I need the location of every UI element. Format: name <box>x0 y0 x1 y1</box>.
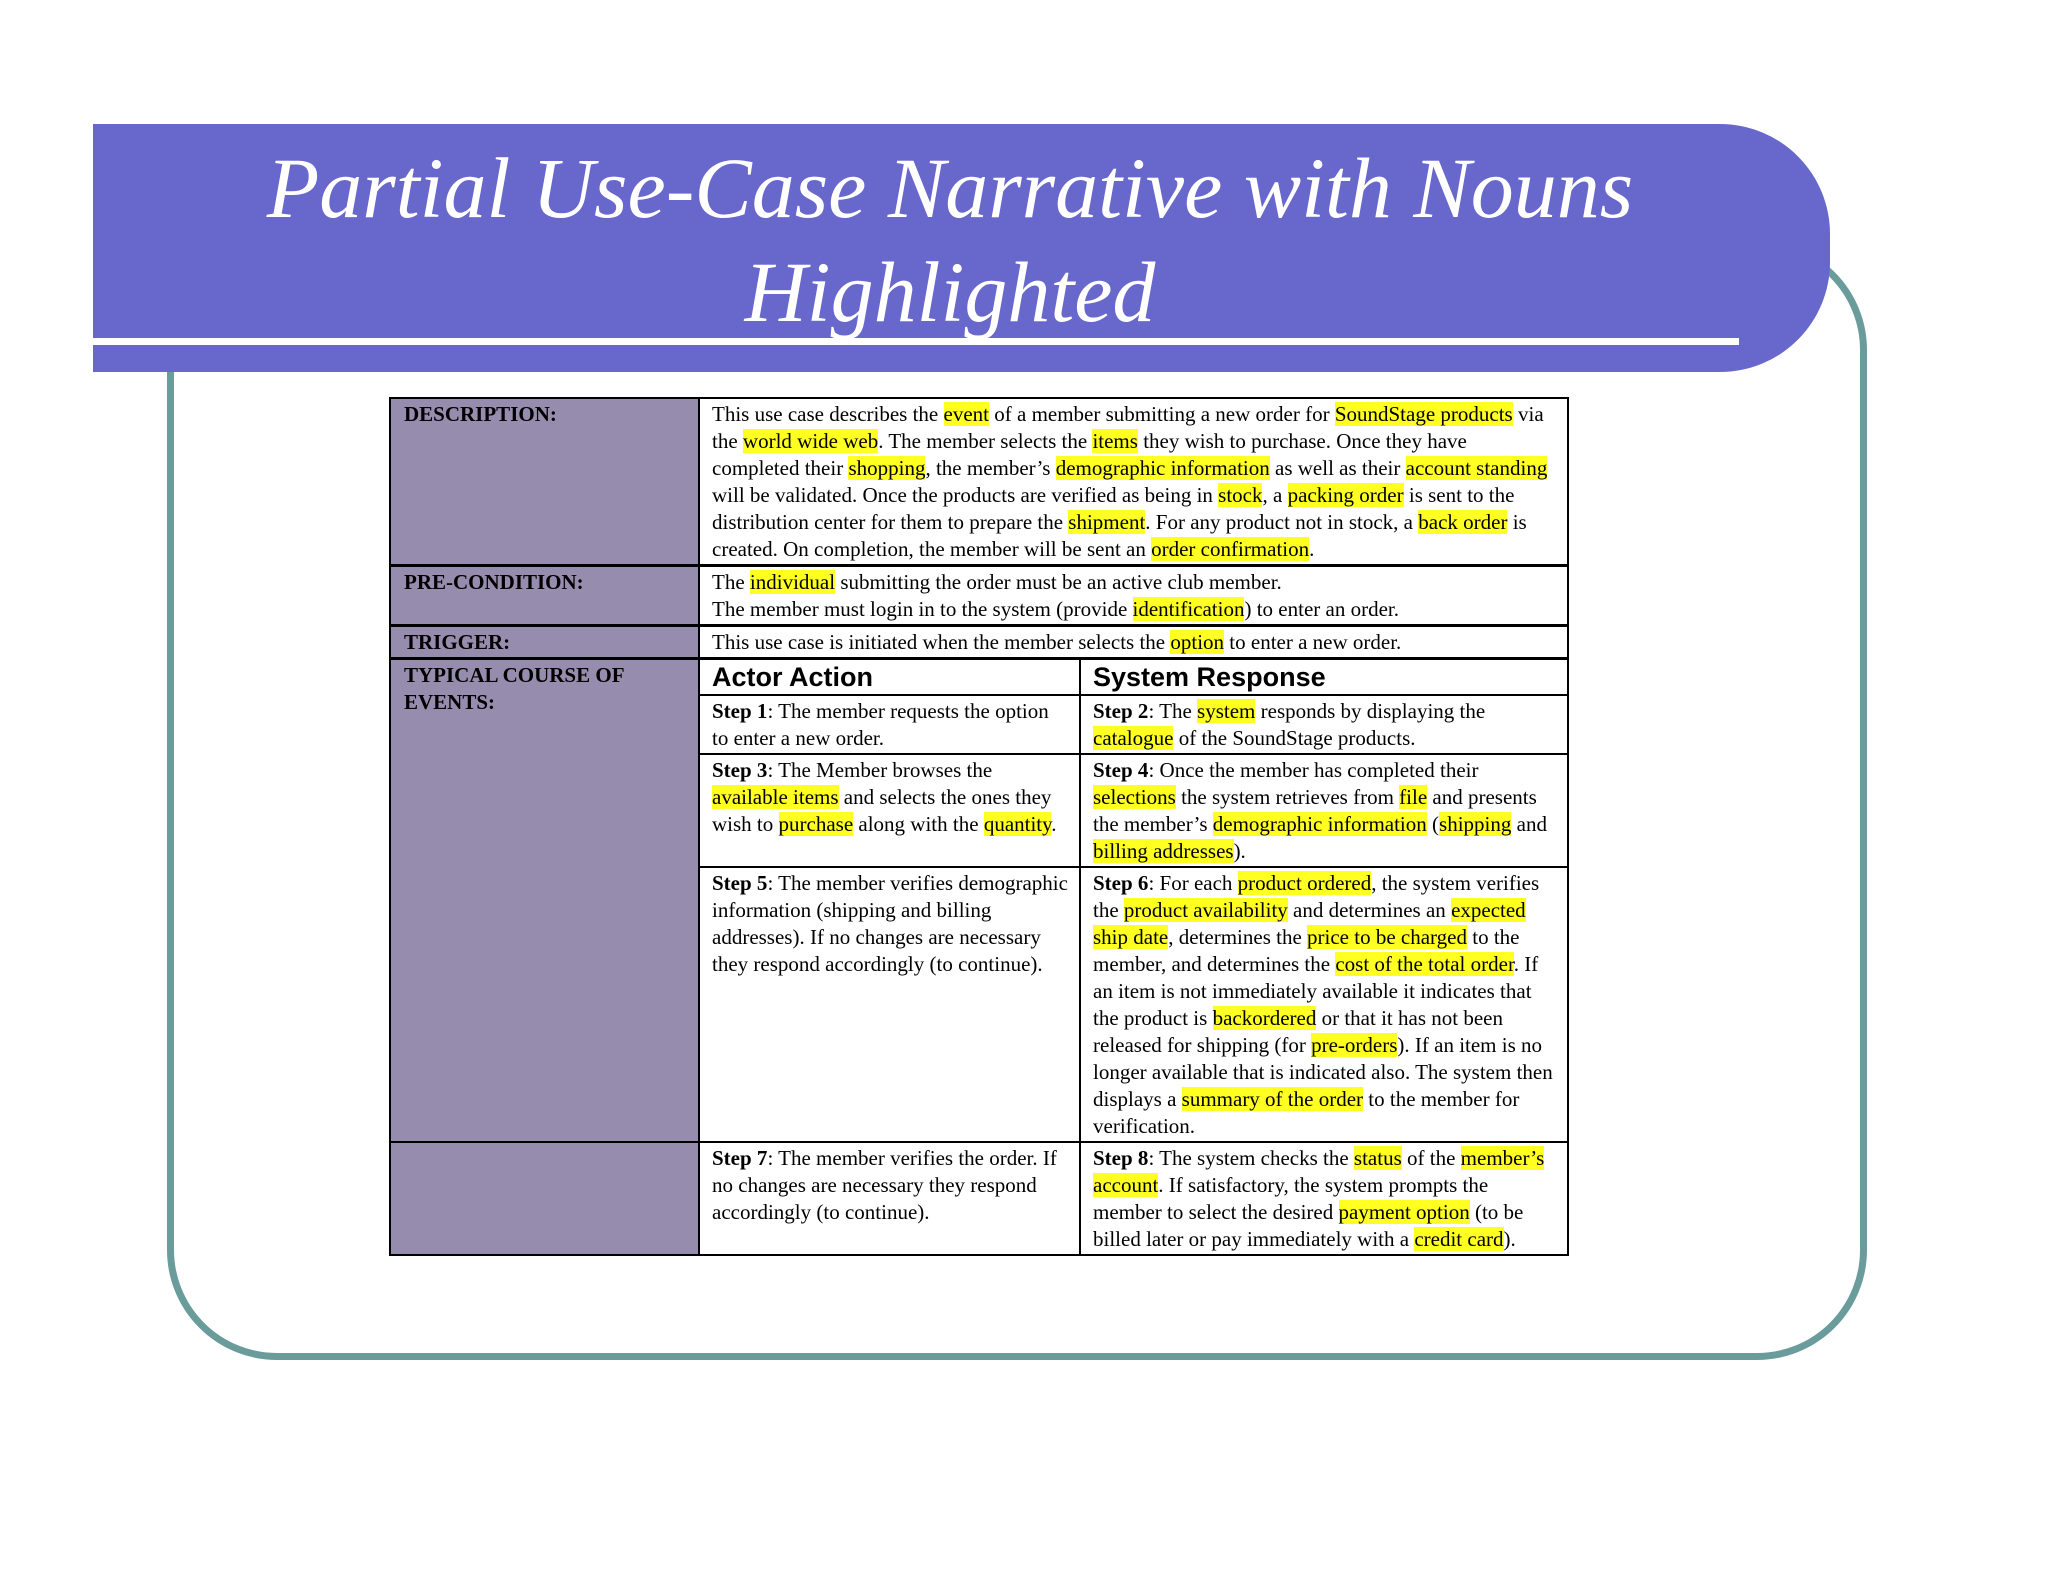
text-segment: . If an item is not immediately available it indicates that the product is <box>1093 952 1539 1030</box>
text-segment: submitting the order must be an active club member. <box>835 570 1282 594</box>
highlighted-noun: demographic information <box>1055 456 1270 480</box>
step-label: Step 1 <box>712 699 768 723</box>
text-segment: , determines the <box>1168 925 1308 949</box>
actor-step <box>699 754 1080 867</box>
highlighted-noun: credit card <box>1414 1227 1504 1251</box>
precondition-row <box>390 566 1568 626</box>
step-label: Step 6 <box>1093 871 1149 895</box>
text-segment: , a <box>1262 483 1288 507</box>
text-segment: the system retrieves from <box>1175 785 1400 809</box>
text-segment: The <box>712 570 750 594</box>
text-segment: of the <box>1401 1146 1461 1170</box>
text-segment: . <box>1051 812 1057 836</box>
precondition-line-2 <box>712 596 1557 623</box>
highlighted-noun: cost of the total order <box>1335 952 1514 976</box>
highlighted-noun: available items <box>712 785 839 809</box>
text-segment: and presents the member’s <box>1093 785 1537 836</box>
text-segment: and selects the ones they wish to <box>712 785 1052 836</box>
highlighted-noun: stock <box>1218 483 1263 507</box>
highlighted-noun: file <box>1399 785 1428 809</box>
highlighted-noun: pre-orders <box>1311 1033 1398 1057</box>
step-label: Step 8 <box>1093 1146 1149 1170</box>
text-segment: : For each <box>1148 871 1238 895</box>
highlighted-noun: account standing <box>1405 456 1548 480</box>
text-segment: : Once the member has completed their <box>1148 758 1479 782</box>
text-segment: : The member verifies demographic information (shipping and billing addresses). If no changes are necessary they respond accordingly (to continue). <box>712 871 1068 976</box>
highlighted-noun: product availability <box>1123 898 1288 922</box>
highlighted-noun: system <box>1197 699 1256 723</box>
text-segment: is created. On completion, the member will be sent an <box>712 510 1527 561</box>
highlighted-noun: world wide web <box>742 429 879 453</box>
highlighted-noun: identification <box>1132 597 1245 621</box>
text-segment: The member must login in to the system (provide <box>712 597 1133 621</box>
actor-step <box>699 695 1080 754</box>
highlighted-noun: shipping <box>1439 812 1512 836</box>
text-segment: : The member verifies the order. If no changes are necessary they respond accordingly (to continue). <box>712 1146 1057 1224</box>
text-segment: This use case is initiated when the member selects the <box>712 630 1171 654</box>
system-step <box>1080 695 1568 754</box>
text-segment: ). <box>1503 1227 1516 1251</box>
step-label: Step 2 <box>1093 699 1149 723</box>
slide-title: Partial Use-Case Narrative with Nouns Highlighted <box>266 140 1634 340</box>
step-label: Step 4 <box>1093 758 1149 782</box>
text-segment: (to be billed later or pay immediately with a <box>1093 1200 1524 1251</box>
precondition-label: PRE-CONDITION: <box>390 566 699 626</box>
text-segment: to the member, and determines the <box>1093 925 1520 976</box>
system-step <box>1080 867 1568 1142</box>
highlighted-noun: catalogue <box>1093 726 1174 750</box>
text-segment: . <box>1309 537 1315 561</box>
highlighted-noun: purchase <box>778 812 854 836</box>
highlighted-noun: summary of the order <box>1181 1087 1364 1111</box>
highlighted-noun: selections <box>1093 785 1176 809</box>
highlighted-noun: demographic information <box>1212 812 1427 836</box>
text-segment: . For any product not in stock, a <box>1145 510 1419 534</box>
highlighted-noun: back order <box>1418 510 1508 534</box>
trigger-label: TRIGGER: <box>390 626 699 659</box>
system-step <box>1080 1142 1568 1255</box>
text-segment: and <box>1511 812 1547 836</box>
text-segment: to the member for verification. <box>1093 1087 1520 1138</box>
highlighted-noun: status <box>1353 1146 1402 1170</box>
highlighted-noun: price to be charged <box>1307 925 1467 949</box>
text-segment: ( <box>1426 812 1440 836</box>
highlighted-noun: individual <box>749 570 836 594</box>
highlighted-noun: payment option <box>1338 1200 1470 1224</box>
text-segment: to enter a new order. <box>1224 630 1402 654</box>
text-segment: of a member submitting a new order for <box>989 402 1335 426</box>
text-segment: . The member selects the <box>878 429 1093 453</box>
use-case-table <box>389 397 1569 1256</box>
text-segment: ). <box>1233 839 1246 863</box>
text-segment: or that it has not been released for shipping (for <box>1093 1006 1503 1057</box>
text-segment: , the system verifies the <box>1093 871 1540 922</box>
highlighted-noun: packing order <box>1287 483 1404 507</box>
typical-course-label-continued <box>390 1142 699 1255</box>
system-response-header: System Response <box>1080 659 1568 696</box>
step-label: Step 5 <box>712 871 768 895</box>
actor-action-header: Actor Action <box>699 659 1080 696</box>
description-label: DESCRIPTION: <box>390 398 699 566</box>
step-label: Step 3 <box>712 758 768 782</box>
trigger-row <box>390 626 1568 659</box>
text-segment: and determines an <box>1287 898 1452 922</box>
description-text <box>699 398 1568 566</box>
text-segment: as well as their <box>1269 456 1406 480</box>
highlighted-noun: shipment <box>1068 510 1146 534</box>
highlighted-noun: SoundStage products <box>1334 402 1513 426</box>
highlighted-noun: items <box>1092 429 1138 453</box>
text-segment: : The member requests the option to enter a new order. <box>712 699 1049 750</box>
text-segment: of the SoundStage products. <box>1173 726 1416 750</box>
actor-step <box>699 1142 1080 1255</box>
text-segment: , the member’s <box>925 456 1056 480</box>
actor-step <box>699 867 1080 1142</box>
text-segment: they wish to purchase. Once they have completed their <box>712 429 1467 480</box>
system-step <box>1080 754 1568 867</box>
trigger-text <box>699 626 1568 659</box>
highlighted-noun: billing addresses <box>1093 839 1234 863</box>
highlighted-noun: option <box>1170 630 1225 654</box>
text-segment: responds by displaying the <box>1255 699 1486 723</box>
highlighted-noun: product ordered <box>1237 871 1372 895</box>
text-segment: is sent to the distribution center for them to prepare the <box>712 483 1515 534</box>
text-segment: . If satisfactory, the system prompts the member to select the desired <box>1093 1173 1489 1224</box>
text-segment: ) to enter an order. <box>1244 597 1400 621</box>
column-header-row <box>390 659 1568 696</box>
highlighted-noun: event <box>943 402 989 426</box>
text-segment: : The Member browses the <box>767 758 993 782</box>
step-row <box>390 1142 1568 1255</box>
highlighted-noun: shopping <box>848 456 926 480</box>
highlighted-noun: backordered <box>1212 1006 1317 1030</box>
typical-course-label: TYPICAL COURSE OF EVENTS: <box>390 659 699 1143</box>
text-segment: along with the <box>853 812 984 836</box>
description-row <box>390 398 1568 566</box>
text-segment: This use case describes the <box>712 402 944 426</box>
precondition-text <box>699 566 1568 626</box>
text-segment: : The system checks the <box>1148 1146 1354 1170</box>
highlighted-noun: order confirmation <box>1151 537 1310 561</box>
text-segment: via the <box>712 402 1544 453</box>
highlighted-noun: expected ship date <box>1093 898 1526 949</box>
precondition-line-1 <box>712 569 1557 596</box>
highlighted-noun: quantity <box>983 812 1052 836</box>
text-segment: : The <box>1148 699 1198 723</box>
highlighted-noun: member’s account <box>1093 1146 1545 1197</box>
text-segment: will be validated. Once the products are verified as being in <box>712 483 1219 507</box>
step-label: Step 7 <box>712 1146 768 1170</box>
text-segment: ). If an item is no longer available that is indicated also. The system then displays a <box>1093 1033 1553 1111</box>
